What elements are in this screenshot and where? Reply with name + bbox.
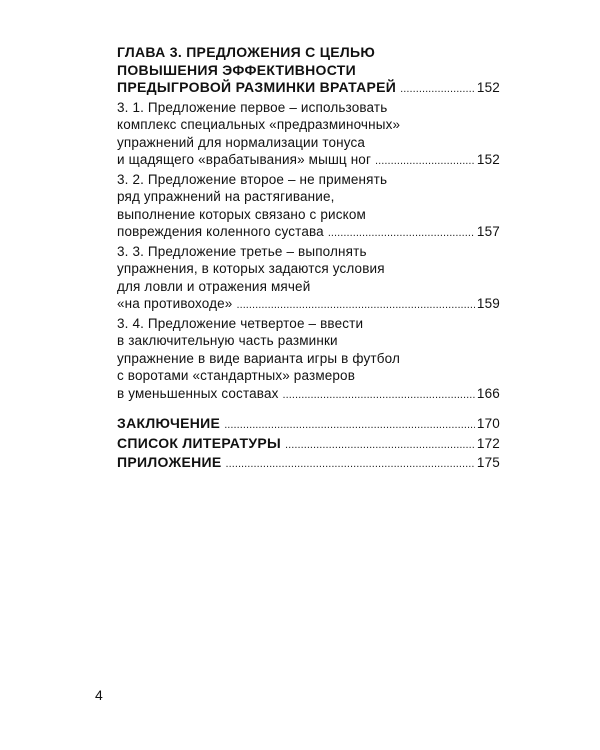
dot-leader	[224, 417, 475, 435]
section-3-4-entry[interactable]	[117, 315, 500, 405]
section-3-1-entry[interactable]	[117, 99, 500, 171]
entry-text: повреждения коленного сустава	[117, 224, 324, 239]
entry-line: комплекс специальных «предразминочных»	[117, 117, 401, 132]
dot-leader	[236, 297, 474, 315]
page-ref: 166	[476, 385, 500, 401]
entry-line: выполнение которых связано с риском	[117, 206, 366, 222]
entry-line: упражнения, в которых задаются условия	[117, 261, 385, 276]
dot-leader	[226, 456, 475, 474]
entry-line: для ловли и отражения мячей	[117, 278, 311, 294]
entry-title: ПРИЛОЖЕНИЕ	[117, 454, 222, 470]
entry-text: «на противоходе»	[117, 296, 233, 311]
entry-title: ЗАКЛЮЧЕНИЕ	[117, 415, 221, 431]
dot-leader	[328, 225, 475, 243]
chapter-title-line: ПОВЫШЕНИЯ ЭФФЕКТИВНОСТИ	[117, 61, 357, 78]
page-ref: 157	[476, 224, 500, 239]
entry-line: упражнений для нормализации тонуса	[117, 134, 366, 150]
entry-text: и щадящего «врабатывания» мышц ног	[117, 152, 372, 167]
chapter-title-text: ПРЕДЫГРОВОЙ РАЗМИНКИ ВРАТАРЕЙ	[117, 79, 397, 95]
section-3-2-entry[interactable]	[117, 171, 500, 243]
section-3-3-entry[interactable]	[117, 243, 500, 315]
dot-leader	[375, 153, 475, 171]
appendix-entry[interactable]	[117, 454, 500, 474]
entry-line-last	[117, 151, 500, 171]
chapter-title-line: ГЛАВА 3. ПРЕДЛОЖЕНИЯ С ЦЕЛЬЮ	[117, 44, 376, 60]
entry-line: ряд упражнений на растягивание,	[117, 189, 335, 204]
references-entry[interactable]	[117, 435, 500, 455]
conclusion-entry[interactable]	[117, 415, 500, 435]
entry-line: 3. 3. Предложение третье – выполнять	[117, 243, 367, 259]
entry-line: с воротами «стандартных» размеров	[117, 368, 356, 383]
page-number: 4	[95, 687, 103, 703]
entry-text: в уменьшенных составах	[117, 385, 279, 401]
entry-line: 3. 4. Предложение четвертое – ввести	[117, 315, 364, 331]
entry-line-last	[117, 223, 500, 243]
entry-line-last	[117, 385, 500, 405]
dot-leader	[283, 387, 475, 405]
entry-line: упражнение в виде варианта игры в футбол	[117, 350, 400, 366]
page-ref: 159	[476, 296, 500, 311]
page-ref: 172	[476, 435, 500, 451]
entry-line: в заключительную часть разминки	[117, 333, 338, 348]
entry-line: 3. 2. Предложение второе – не применять	[117, 171, 388, 187]
page-ref: 175	[476, 455, 500, 470]
chapter-title-line-last	[117, 79, 500, 99]
page-ref: 152	[476, 80, 500, 95]
entry-line-last	[117, 295, 500, 315]
page-ref: 152	[476, 152, 500, 167]
table-of-contents	[117, 44, 500, 474]
page-ref: 170	[476, 416, 500, 431]
chapter-3-entry[interactable]	[117, 44, 500, 99]
entry-line: 3. 1. Предложение первое – использовать	[117, 99, 388, 115]
dot-leader	[400, 81, 475, 99]
dot-leader	[285, 437, 475, 455]
entry-title: СПИСОК ЛИТЕРАТУРЫ	[117, 434, 282, 451]
spacer	[117, 404, 500, 415]
